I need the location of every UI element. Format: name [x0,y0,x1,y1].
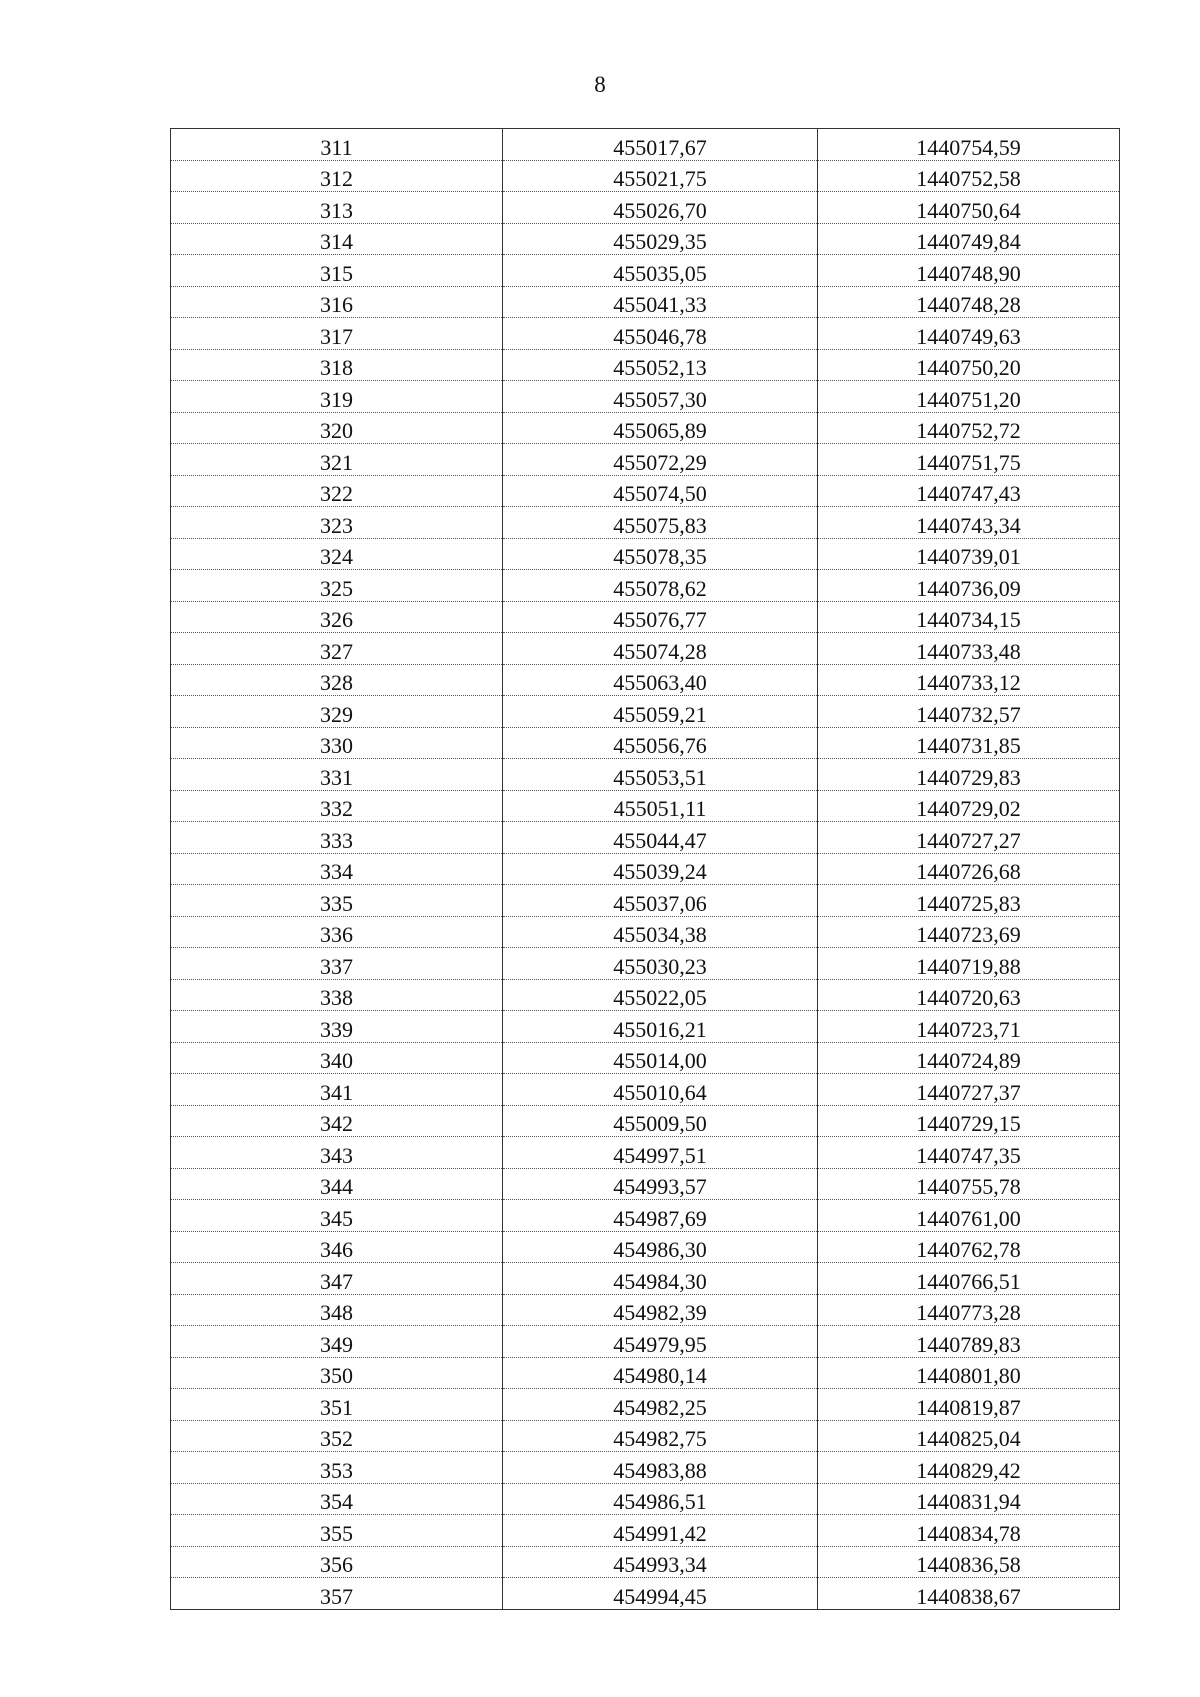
table-row [171,759,1120,791]
x-coordinate-cell: 454997,51 [503,1137,818,1169]
point-number-cell: 341 [171,1074,503,1106]
x-coordinate-cell: 455074,50 [503,475,818,507]
y-coordinate-cell: 1440748,28 [818,286,1120,318]
x-coordinate-cell: 455065,89 [503,412,818,444]
point-number-cell: 312 [171,160,503,192]
y-coordinate-cell: 1440729,83 [818,759,1120,791]
y-coordinate-cell: 1440733,48 [818,633,1120,665]
x-coordinate-cell: 455057,30 [503,381,818,413]
table-row [171,853,1120,885]
point-number-cell: 337 [171,948,503,980]
y-coordinate-cell: 1440750,64 [818,192,1120,224]
table-row [171,1011,1120,1043]
x-coordinate-cell: 455051,11 [503,790,818,822]
point-number-cell: 328 [171,664,503,696]
x-coordinate-cell: 455037,06 [503,885,818,917]
point-number-cell: 333 [171,822,503,854]
y-coordinate-cell: 1440726,68 [818,853,1120,885]
y-coordinate-cell: 1440766,51 [818,1263,1120,1295]
table-row [171,601,1120,633]
x-coordinate-cell: 454982,75 [503,1420,818,1452]
y-coordinate-cell: 1440749,84 [818,223,1120,255]
x-coordinate-cell: 454987,69 [503,1200,818,1232]
x-coordinate-cell: 455030,23 [503,948,818,980]
point-number-cell: 325 [171,570,503,602]
point-number-cell: 318 [171,349,503,381]
point-number-cell: 326 [171,601,503,633]
x-coordinate-cell: 454984,30 [503,1263,818,1295]
table-row [171,286,1120,318]
table-row [171,444,1120,476]
table-row [171,633,1120,665]
y-coordinate-cell: 1440762,78 [818,1231,1120,1263]
x-coordinate-cell: 454983,88 [503,1452,818,1484]
y-coordinate-cell: 1440819,87 [818,1389,1120,1421]
table-row [171,1294,1120,1326]
x-coordinate-cell: 455076,77 [503,601,818,633]
y-coordinate-cell: 1440755,78 [818,1168,1120,1200]
table-row [171,1515,1120,1547]
y-coordinate-cell: 1440727,27 [818,822,1120,854]
table-row [171,349,1120,381]
y-coordinate-cell: 1440747,35 [818,1137,1120,1169]
x-coordinate-cell: 455044,47 [503,822,818,854]
y-coordinate-cell: 1440829,42 [818,1452,1120,1484]
point-number-cell: 349 [171,1326,503,1358]
table-row [171,318,1120,350]
x-coordinate-cell: 455063,40 [503,664,818,696]
x-coordinate-cell: 455078,35 [503,538,818,570]
point-number-cell: 313 [171,192,503,224]
point-number-cell: 354 [171,1483,503,1515]
y-coordinate-cell: 1440725,83 [818,885,1120,917]
y-coordinate-cell: 1440739,01 [818,538,1120,570]
x-coordinate-cell: 455010,64 [503,1074,818,1106]
x-coordinate-cell: 455078,62 [503,570,818,602]
y-coordinate-cell: 1440789,83 [818,1326,1120,1358]
point-number-cell: 324 [171,538,503,570]
y-coordinate-cell: 1440729,15 [818,1105,1120,1137]
x-coordinate-cell: 455029,35 [503,223,818,255]
x-coordinate-cell: 455026,70 [503,192,818,224]
table-row [171,1420,1120,1452]
point-number-cell: 352 [171,1420,503,1452]
x-coordinate-cell: 455035,05 [503,255,818,287]
table-row [171,885,1120,917]
table-row [171,1231,1120,1263]
point-number-cell: 317 [171,318,503,350]
point-number-cell: 321 [171,444,503,476]
table-row [171,948,1120,980]
x-coordinate-cell: 455046,78 [503,318,818,350]
table-row [171,192,1120,224]
point-number-cell: 320 [171,412,503,444]
x-coordinate-cell: 455052,13 [503,349,818,381]
table-row [171,507,1120,539]
point-number-cell: 338 [171,979,503,1011]
y-coordinate-cell: 1440838,67 [818,1578,1120,1610]
point-number-cell: 342 [171,1105,503,1137]
coordinates-table-body [171,129,1120,1610]
point-number-cell: 344 [171,1168,503,1200]
y-coordinate-cell: 1440719,88 [818,948,1120,980]
point-number-cell: 355 [171,1515,503,1547]
y-coordinate-cell: 1440773,28 [818,1294,1120,1326]
table-row [171,160,1120,192]
y-coordinate-cell: 1440751,75 [818,444,1120,476]
point-number-cell: 357 [171,1578,503,1610]
y-coordinate-cell: 1440724,89 [818,1042,1120,1074]
x-coordinate-cell: 455072,29 [503,444,818,476]
point-number-cell: 353 [171,1452,503,1484]
x-coordinate-cell: 454979,95 [503,1326,818,1358]
table-row [171,255,1120,287]
point-number-cell: 327 [171,633,503,665]
x-coordinate-cell: 454993,34 [503,1546,818,1578]
y-coordinate-cell: 1440734,15 [818,601,1120,633]
table-row [171,223,1120,255]
table-row [171,1357,1120,1389]
x-coordinate-cell: 455059,21 [503,696,818,728]
point-number-cell: 315 [171,255,503,287]
table-row [171,1137,1120,1169]
point-number-cell: 322 [171,475,503,507]
point-number-cell: 314 [171,223,503,255]
x-coordinate-cell: 454982,25 [503,1389,818,1421]
x-coordinate-cell: 455074,28 [503,633,818,665]
table-row [171,1483,1120,1515]
table-row [171,1452,1120,1484]
y-coordinate-cell: 1440801,80 [818,1357,1120,1389]
x-coordinate-cell: 454993,57 [503,1168,818,1200]
x-coordinate-cell: 455016,21 [503,1011,818,1043]
point-number-cell: 331 [171,759,503,791]
point-number-cell: 348 [171,1294,503,1326]
page-number: 8 [594,72,606,97]
x-coordinate-cell: 454994,45 [503,1578,818,1610]
table-row [171,696,1120,728]
x-coordinate-cell: 455075,83 [503,507,818,539]
x-coordinate-cell: 455034,38 [503,916,818,948]
y-coordinate-cell: 1440750,20 [818,349,1120,381]
y-coordinate-cell: 1440754,59 [818,129,1120,161]
table-row [171,538,1120,570]
point-number-cell: 340 [171,1042,503,1074]
y-coordinate-cell: 1440736,09 [818,570,1120,602]
x-coordinate-cell: 455021,75 [503,160,818,192]
x-coordinate-cell: 454991,42 [503,1515,818,1547]
point-number-cell: 356 [171,1546,503,1578]
coordinates-table [170,128,1120,1610]
point-number-cell: 350 [171,1357,503,1389]
table-row [171,1389,1120,1421]
y-coordinate-cell: 1440723,71 [818,1011,1120,1043]
y-coordinate-cell: 1440751,20 [818,381,1120,413]
point-number-cell: 323 [171,507,503,539]
point-number-cell: 339 [171,1011,503,1043]
table-row [171,475,1120,507]
x-coordinate-cell: 455041,33 [503,286,818,318]
table-row [171,381,1120,413]
x-coordinate-cell: 454982,39 [503,1294,818,1326]
table-row [171,1042,1120,1074]
point-number-cell: 311 [171,129,503,161]
point-number-cell: 346 [171,1231,503,1263]
x-coordinate-cell: 454980,14 [503,1357,818,1389]
point-number-cell: 319 [171,381,503,413]
table-row [171,727,1120,759]
y-coordinate-cell: 1440743,34 [818,507,1120,539]
y-coordinate-cell: 1440731,85 [818,727,1120,759]
x-coordinate-cell: 455022,05 [503,979,818,1011]
point-number-cell: 336 [171,916,503,948]
y-coordinate-cell: 1440831,94 [818,1483,1120,1515]
point-number-cell: 334 [171,853,503,885]
y-coordinate-cell: 1440732,57 [818,696,1120,728]
point-number-cell: 329 [171,696,503,728]
table-row [171,979,1120,1011]
x-coordinate-cell: 455014,00 [503,1042,818,1074]
point-number-cell: 330 [171,727,503,759]
y-coordinate-cell: 1440834,78 [818,1515,1120,1547]
y-coordinate-cell: 1440752,72 [818,412,1120,444]
table-row [171,129,1120,161]
y-coordinate-cell: 1440749,63 [818,318,1120,350]
table-row [171,1578,1120,1610]
point-number-cell: 316 [171,286,503,318]
point-number-cell: 347 [171,1263,503,1295]
table-row [171,570,1120,602]
table-row [171,1326,1120,1358]
y-coordinate-cell: 1440727,37 [818,1074,1120,1106]
y-coordinate-cell: 1440748,90 [818,255,1120,287]
x-coordinate-cell: 455056,76 [503,727,818,759]
table-row [171,664,1120,696]
point-number-cell: 345 [171,1200,503,1232]
table-row [171,1105,1120,1137]
x-coordinate-cell: 455017,67 [503,129,818,161]
y-coordinate-cell: 1440761,00 [818,1200,1120,1232]
x-coordinate-cell: 455009,50 [503,1105,818,1137]
table-row [171,412,1120,444]
y-coordinate-cell: 1440723,69 [818,916,1120,948]
table-row [171,790,1120,822]
point-number-cell: 332 [171,790,503,822]
table-row [171,916,1120,948]
y-coordinate-cell: 1440747,43 [818,475,1120,507]
x-coordinate-cell: 455053,51 [503,759,818,791]
table-row [171,1074,1120,1106]
y-coordinate-cell: 1440720,63 [818,979,1120,1011]
x-coordinate-cell: 455039,24 [503,853,818,885]
y-coordinate-cell: 1440729,02 [818,790,1120,822]
table-row [171,822,1120,854]
point-number-cell: 335 [171,885,503,917]
x-coordinate-cell: 454986,30 [503,1231,818,1263]
y-coordinate-cell: 1440836,58 [818,1546,1120,1578]
table-row [171,1546,1120,1578]
point-number-cell: 343 [171,1137,503,1169]
table-row [171,1168,1120,1200]
table-row [171,1200,1120,1232]
x-coordinate-cell: 454986,51 [503,1483,818,1515]
y-coordinate-cell: 1440825,04 [818,1420,1120,1452]
y-coordinate-cell: 1440752,58 [818,160,1120,192]
point-number-cell: 351 [171,1389,503,1421]
y-coordinate-cell: 1440733,12 [818,664,1120,696]
table-row [171,1263,1120,1295]
